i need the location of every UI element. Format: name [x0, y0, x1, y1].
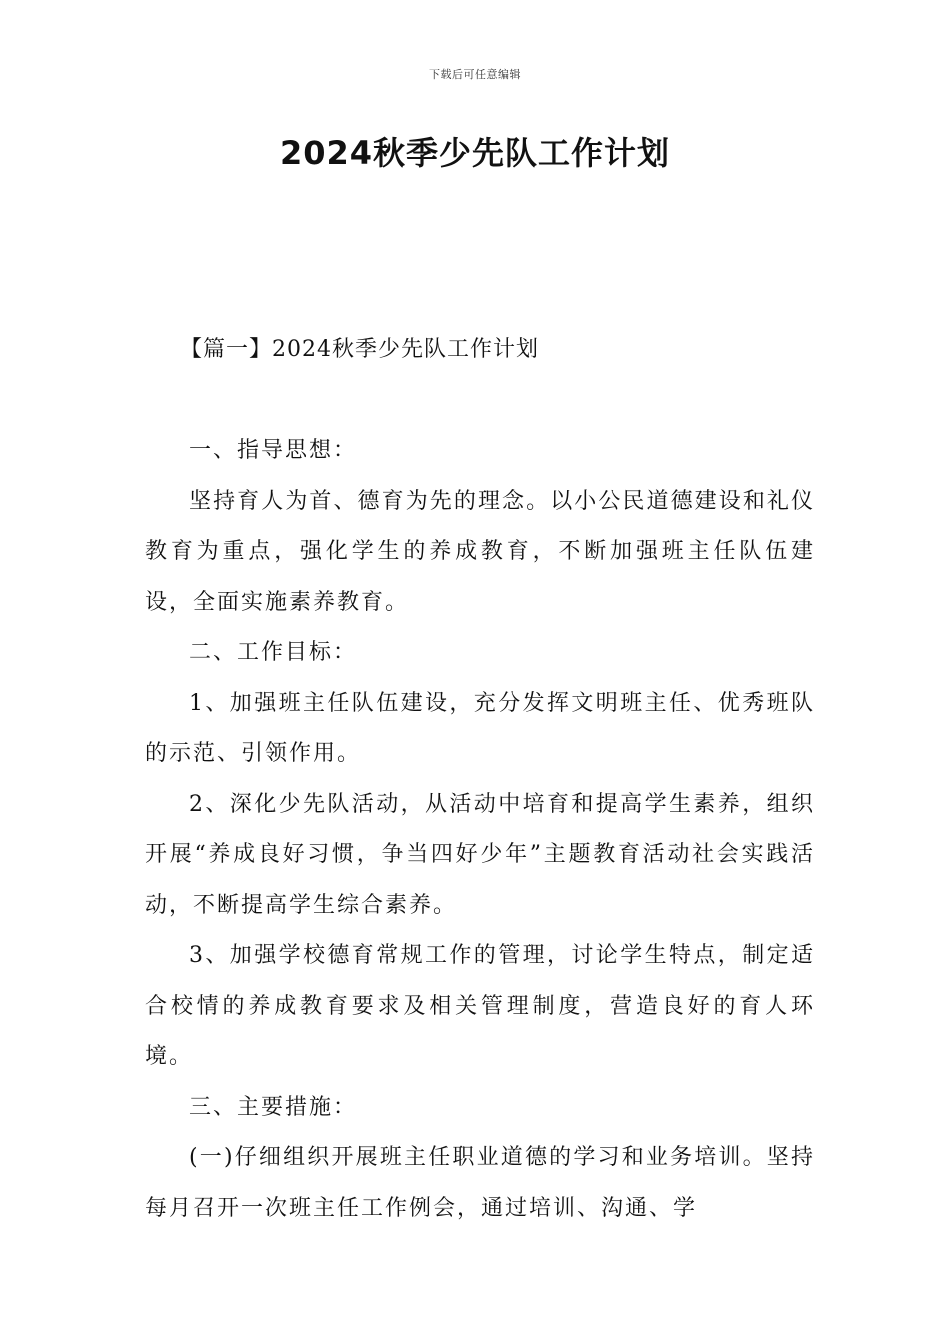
section-heading: 【篇一】2024秋季少先队工作计划 [180, 337, 539, 362]
paragraph-goal-3: 3、加强学校德育常规工作的管理，讨论学生特点，制定适合校情的养成教育要求及相关管理制度，营造良好的育人环境。 [145, 943, 815, 1069]
paragraph-measure-1: (一)仔细组织开展班主任职业道德的学习和业务培训。坚持每月召开一次班主任工作例会，通过培训、沟通、学 [145, 1145, 815, 1221]
header-note: 下载后可任意编辑 [429, 68, 521, 81]
heading-main-measures: 三、主要措施： [189, 1094, 358, 1120]
document-title: 2024秋季少先队工作计划 [279, 134, 671, 172]
paragraph-goal-1: 1、加强班主任队伍建设，充分发挥文明班主任、优秀班队的示范、引领作用。 [145, 690, 815, 766]
heading-work-goals: 二、工作目标： [189, 640, 358, 665]
heading-guiding-ideology: 一、指导思想： [189, 438, 358, 463]
paragraph-guiding-ideology: 坚持育人为首、德育为先的理念。以小公民道德建设和礼仪教育为重点，强化学生的养成教育，不断加强班主任队伍建设，全面实施素养教育。 [145, 488, 815, 615]
document-body [145, 426, 815, 1234]
paragraph-goal-2: 2、深化少先队活动，从活动中培育和提高学生素养，组织开展“养成良好习惯，争当四好少年”主题教育活动社会实践活动，不断提高学生综合素养。 [145, 791, 815, 918]
